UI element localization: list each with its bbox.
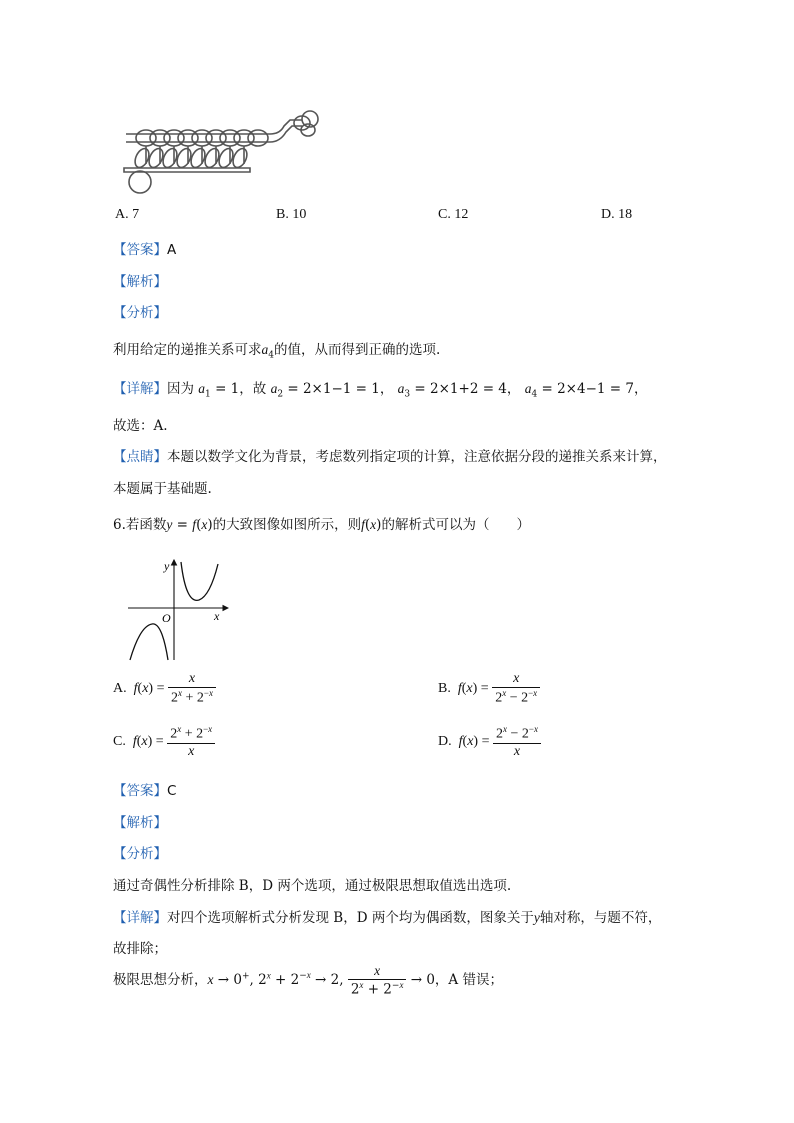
q5-detail-line: 【详解】因为 $a_1 = 1$，故 $a_2 = 2\times 1-1 = 1$， $a_3 = 2\times 1+2 = 4$， $a_4 = 2\times 4-1 = 7$，	[113, 381, 648, 400]
q5-option-a: A. 7	[115, 207, 140, 222]
q6-detail-line-1: 【详解】对四个选项解析式分析发现 B，D 两个均为偶函数，图象关于y轴对称，与题不符，	[113, 910, 662, 926]
q5-option-c: C. 12	[438, 207, 469, 222]
left-branch-curve	[130, 624, 168, 660]
q5-option-b: B. 10	[276, 207, 307, 222]
q5-answer-line	[113, 238, 176, 258]
q6-stem: 6.若函数y = f(x)的大致图像如图所示，则f(x)的解析式可以为（ ）	[113, 517, 530, 533]
q6-fenxi-text: 通过奇偶性分析排除 B，D 两个选项，通过极限思想取值选出选项.	[113, 878, 512, 894]
q5-comment-line-1: 【点睛】本题以数学文化为背景，考虑数列指定项的计算，注意依据分段的递推关系来计算，	[113, 449, 667, 465]
q5-comment-line-2: 本题属于基础题.	[113, 481, 212, 497]
q5-choose: 故选：A.	[113, 418, 168, 434]
detail-tag: 【详解】	[113, 381, 167, 397]
answer-tag: 【答案】	[113, 242, 167, 258]
nine-linked-rings-illustration	[120, 108, 330, 194]
q5-option-d: D. 18	[601, 207, 633, 222]
q6-function-graph	[124, 556, 234, 662]
answer-value: A	[167, 242, 177, 258]
q6-detail-line-2: 故排除；	[113, 941, 167, 957]
answer-tag: 【答案】	[113, 783, 167, 799]
right-branch-curve	[181, 562, 218, 600]
q6-option-a: A. f(x) = $\frac{x}{2^x + 2^{-x}}$	[113, 671, 216, 707]
analysis-tag: 【解析】	[113, 815, 167, 831]
fenxi-tag: 【分析】	[113, 846, 167, 862]
y-axis-label: y	[164, 559, 170, 573]
detail-tag: 【详解】	[113, 910, 167, 926]
q6-answer-line	[113, 779, 176, 799]
q5-fenxi-text: 利用给定的递推关系可求$a_4$的值，从而得到正确的选项.	[113, 342, 441, 361]
q6-option-d: D. f(x) = $\frac{2^x - 2^{-x}}{x}$	[438, 724, 541, 760]
q6-limit-line: 极限思想分析，x → 0+, $2^x + 2^{-x} \to 2$, $\frac{x}{2^x + 2^{-x}}$ → 0，A 错误；	[113, 963, 503, 998]
fenxi-tag: 【分析】	[113, 305, 167, 321]
q6-option-c: C. f(x) = $\frac{2^x + 2^{-x}}{x}$	[113, 724, 215, 760]
origin-label: O	[162, 611, 171, 625]
comment-tag: 【点睛】	[113, 449, 167, 465]
q6-option-b: B. f(x) = $\frac{x}{2^x - 2^{-x}}$	[438, 671, 540, 707]
analysis-tag: 【解析】	[113, 274, 167, 290]
x-axis-label: x	[214, 609, 220, 623]
answer-value: C	[167, 783, 177, 799]
